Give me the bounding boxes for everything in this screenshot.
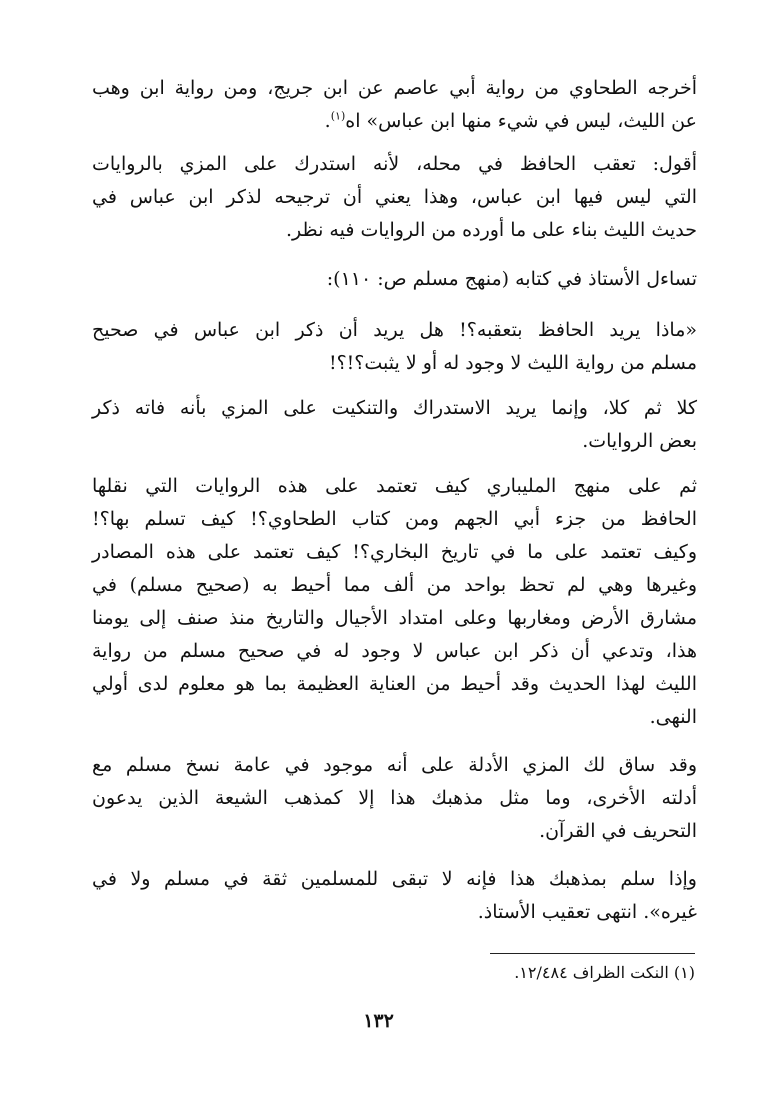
page-number: ١٣٢	[363, 1010, 394, 1032]
paragraph-5	[92, 392, 697, 458]
paragraph-line: حديث الليث بناء على ما أورده من الروايات فيه نظر.	[286, 219, 697, 241]
paragraph-line: «ماذا يريد الحافظ بتعقبه؟! هل يريد أن ذكر ابن عباس في صحيح	[92, 319, 697, 341]
paragraph-line	[92, 105, 697, 138]
paragraph-line: وكيف تعتمد على ما في تاريخ البخاري؟! كيف تعتمد على هذه المصادر	[92, 541, 697, 563]
paragraph-line: الحافظ من جزء أبي الجهم ومن كتاب الطحاوي؟! كيف تسلم بها؟!	[92, 508, 697, 530]
paragraph-line: التي ليس فيها ابن عباس، وهذا يعني أن ترجيحه لذكر ابن عباس في	[92, 186, 697, 208]
paragraph-1	[92, 72, 697, 138]
paragraph-line: بعض الروايات.	[582, 430, 697, 452]
paragraph-6	[92, 470, 697, 734]
paragraph-line: تساءل الأستاذ في كتابه (منهج مسلم ص: ١١٠):	[326, 268, 697, 290]
footnote-ref: (١)	[330, 109, 346, 123]
paragraph-line: النهى.	[649, 706, 697, 728]
paragraph-line-tail: .	[324, 110, 331, 132]
paragraph-line: أدلته الأخرى، وما مثل مذهبك هذا إلا كمذهب الشيعة الذين يدعون	[92, 787, 697, 809]
paragraph-line: أقول: تعقب الحافظ في محله، لأنه استدرك على المزي بالروايات	[92, 153, 697, 175]
paragraph-line: هذا، وتدعي أن ذكر ابن عباس لا وجود له في صحيح مسلم من رواية	[92, 640, 697, 662]
paragraph-line: مسلم من رواية الليث لا وجود له أو لا يثبت؟!؟!	[328, 352, 697, 374]
paragraph-2	[92, 148, 697, 247]
paragraph-line: أخرجه الطحاوي من رواية أبي عاصم عن ابن جريج، ومن رواية ابن وهب	[92, 77, 697, 99]
paragraph-line: التحريف في القرآن.	[539, 820, 697, 842]
footnote: (١) النكت الظراف ١٢/٤٨٤.	[514, 963, 695, 982]
paragraph-line: الليث لهذا الحديث وقد أحيط من العناية العظيمة بما هو معلوم لدى أولي	[92, 673, 697, 695]
paragraph-line: وغيرها وهي لم تحظ بواحد من ألف مما أحيط به (صحيح مسلم) في	[92, 574, 697, 596]
paragraph-7	[92, 749, 697, 848]
paragraph-line: ثم على منهج المليباري كيف تعتمد على هذه الروايات التي نقلها	[92, 475, 697, 497]
paragraph-line: مشارق الأرض ومغاربها وعلى امتداد الأجيال والتاريخ منذ صنف إلى يومنا	[92, 607, 697, 629]
footnote-separator	[490, 953, 695, 954]
paragraph-line: وقد ساق لك المزي الأدلة على أنه موجود في عامة نسخ مسلم مع	[92, 754, 697, 776]
paragraph-line-text: عن الليث، ليس في شيء منها ابن عباس» اه	[345, 110, 697, 132]
paragraph-3	[92, 263, 697, 296]
paragraph-line: كلا ثم كلا، وإنما يريد الاستدراك والتنكيت على المزي بأنه فاته ذكر	[92, 397, 697, 419]
paragraph-line: غيره». انتهى تعقيب الأستاذ.	[477, 901, 697, 923]
paragraph-line: وإذا سلم بمذهبك هذا فإنه لا تبقى للمسلمين ثقة في مسلم ولا في	[92, 868, 697, 890]
paragraph-8	[92, 863, 697, 929]
paragraph-4	[92, 314, 697, 380]
